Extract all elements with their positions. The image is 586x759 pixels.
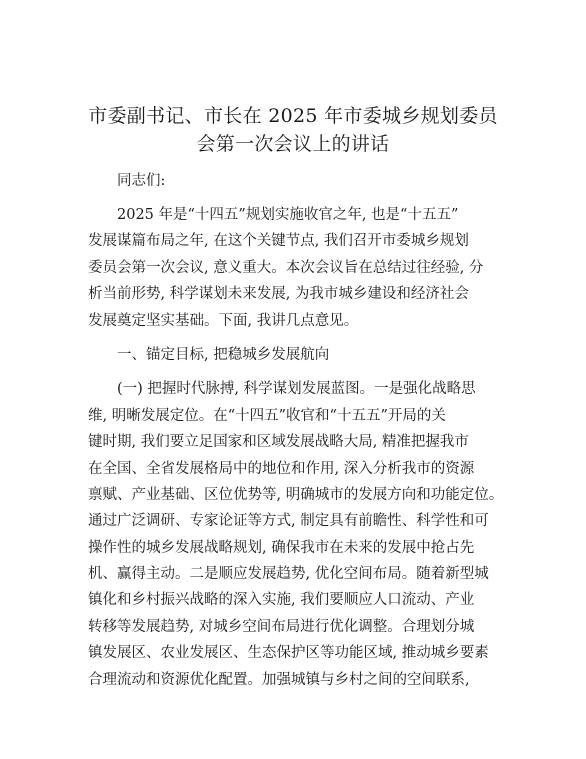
paragraph-line: 镇发展区、农业发展区、生态保护区等功能区域, 推动城乡要素 bbox=[88, 645, 489, 662]
section-heading: 一、锚定目标, 把稳城乡发展航向 bbox=[117, 346, 330, 363]
title-line-2: 会第一次会议上的讲话 bbox=[196, 133, 390, 155]
title-line-1: 市委副书记、市长在 2025 年市委城乡规划委员 bbox=[88, 105, 498, 127]
paragraph-line: 2025 年是“十四五”规划实施收官之年, 也是“十五五” bbox=[117, 207, 459, 223]
paragraph-2 bbox=[88, 376, 508, 693]
paragraph-line: 在全国、全省发展格局中的地位和作用, 深入分析我市的资源 bbox=[88, 460, 475, 477]
paragraph-line: 转移等发展趋势, 对城乡空间布局进行优化调整。合理划分城 bbox=[88, 618, 475, 635]
paragraph-line: 析当前形势, 科学谋划未来发展, 为我市城乡建设和经济社会 bbox=[88, 286, 469, 303]
paragraph-line: 镇化和乡村振兴战略的深入实施, 我们要顺应人口流动、产业 bbox=[88, 592, 475, 609]
paragraph-line: 机、赢得主动。二是顺应发展趋势, 优化空间布局。随着新型城 bbox=[88, 566, 489, 583]
paragraph-line: 通过广泛调研、专家论证等方式, 制定具有前瞻性、科学性和可 bbox=[88, 513, 489, 530]
paragraph-line: 维, 明晰发展定位。在“十四五”收官和“十五五”开局的关 bbox=[88, 407, 446, 424]
paragraph-line: 合理流动和资源优化配置。加强城镇与乡村之间的空间联系, bbox=[88, 671, 470, 688]
document-body bbox=[88, 168, 508, 693]
greeting: 同志们: bbox=[117, 173, 166, 189]
paragraph-line: 发展谋篇布局之年, 在这个关键节点, 我们召开市委城乡规划 bbox=[88, 233, 469, 250]
paragraph-line: (一) 把握时代脉搏, 科学谋划发展蓝图。一是强化战略思 bbox=[117, 381, 476, 398]
paragraph-1 bbox=[88, 202, 508, 334]
paragraph-line: 操作性的城乡发展战略规划, 确保我市在未来的发展中抢占先 bbox=[88, 539, 475, 556]
paragraph-line: 发展奠定坚实基础。下面, 我讲几点意见。 bbox=[88, 312, 359, 329]
paragraph-line: 委员会第一次会议, 意义重大。本次会议旨在总结过往经验, 分 bbox=[88, 259, 484, 276]
paragraph-line: 禀赋、产业基础、区位优势等, 明确城市的发展方向和功能定位。 bbox=[88, 486, 504, 503]
paragraph-line: 键时期, 我们要立足国家和区域发展战略大局, 精准把握我市 bbox=[88, 434, 469, 451]
document-title bbox=[70, 102, 516, 158]
